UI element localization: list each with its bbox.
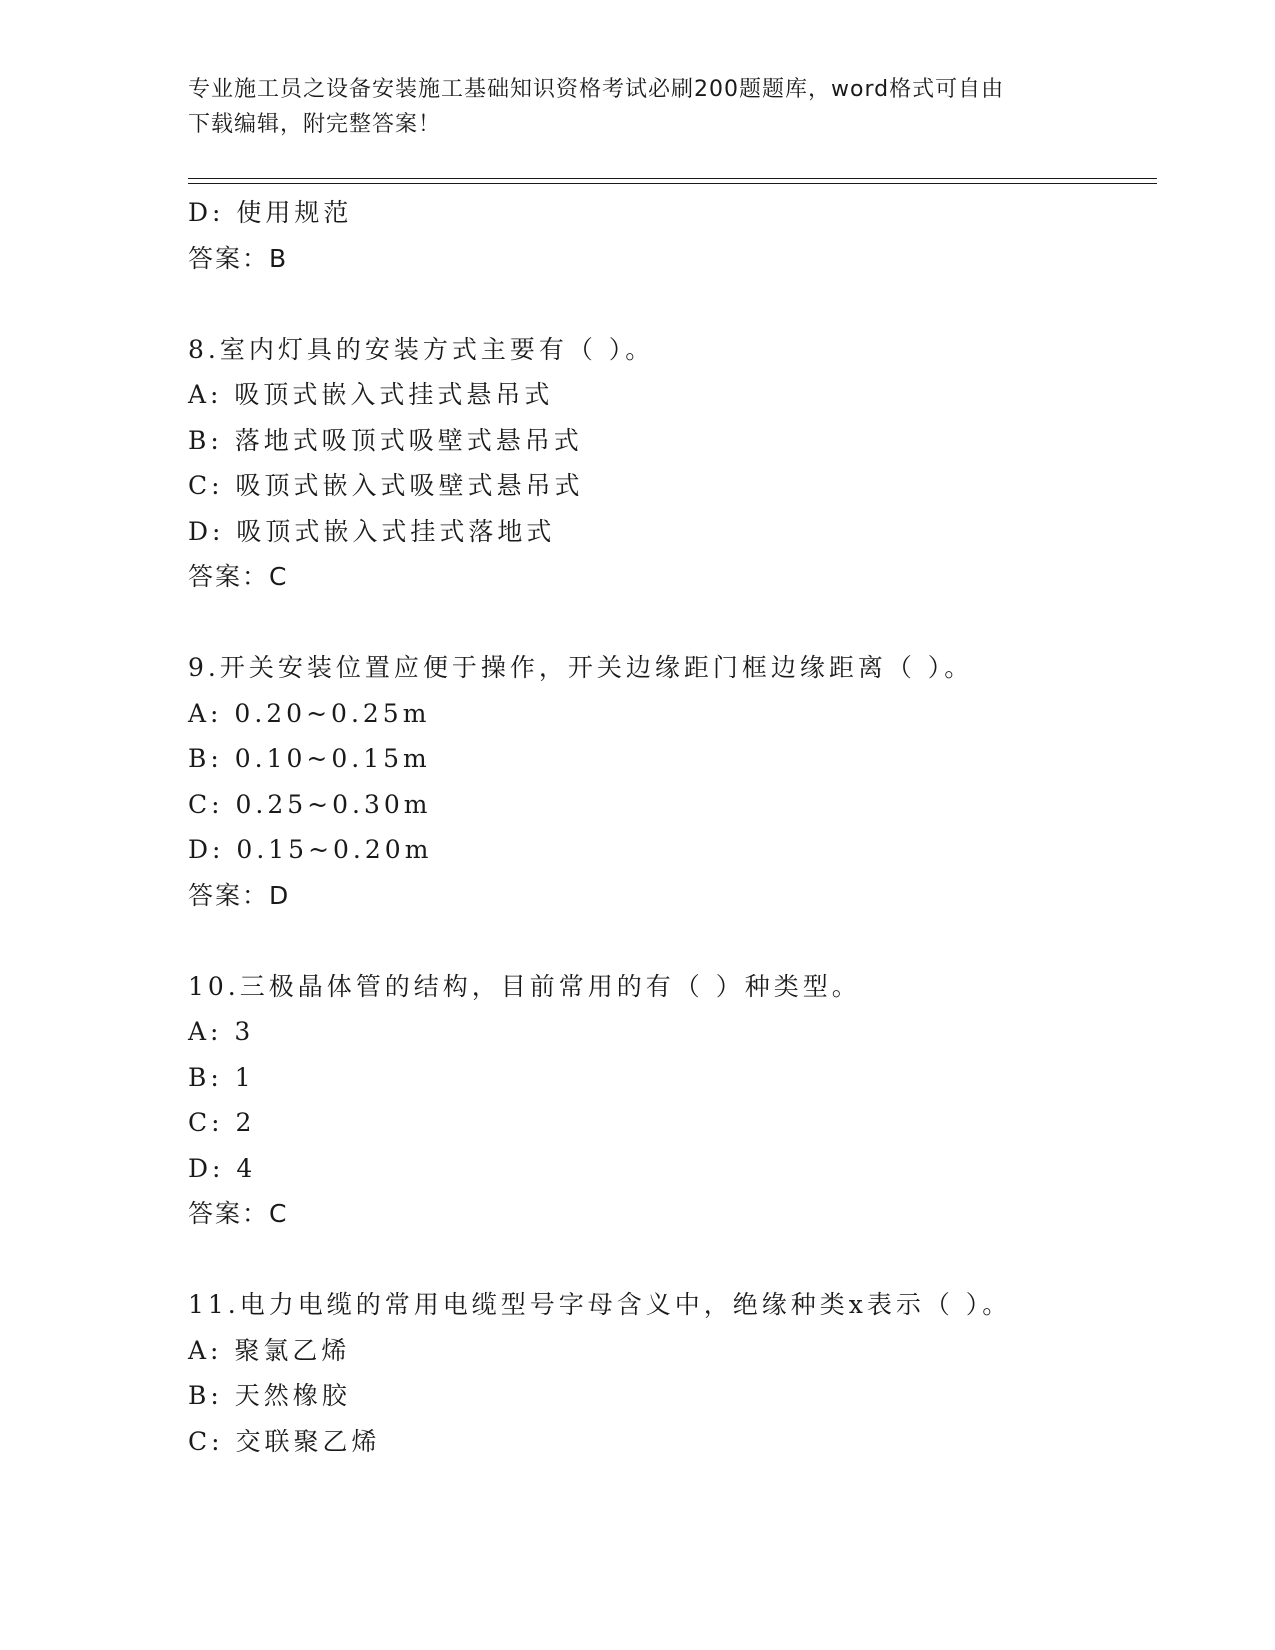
header-divider-bottom <box>188 183 1157 184</box>
header-title-line-2: 下载编辑，附完整答案！ <box>188 112 442 137</box>
option-c: C: 0.25~0.30m <box>188 789 432 819</box>
header-title-line-1: 专业施工员之设备安装施工基础知识资格考试必刷200题题库，word格式可自由 <box>188 77 1005 102</box>
option-a: A: 3 <box>188 1017 255 1046</box>
option-a: A: 0.20~0.25m <box>188 698 431 728</box>
answer-line: 答案：C <box>188 562 289 591</box>
option-c: C: 2 <box>188 1108 256 1137</box>
option-d: D: 使用规范 <box>188 198 353 227</box>
answer-line: 答案：D <box>188 880 291 910</box>
question-stem: 9.开关安装位置应便于操作，开关边缘距门框边缘距离（ ）。 <box>188 653 974 682</box>
option-d: D: 0.15~0.20m <box>188 835 433 864</box>
question-10 <box>188 964 1157 1237</box>
option-d: D: 4 <box>188 1153 257 1183</box>
option-d: D: 吸顶式嵌入式挂式落地式 <box>188 516 556 546</box>
header-divider-top <box>188 178 1157 179</box>
option-a: A: 聚氯乙烯 <box>188 1335 351 1365</box>
question-list <box>188 190 1157 1464</box>
option-c: C: 交联聚乙烯 <box>188 1426 381 1456</box>
document-header <box>188 72 1068 142</box>
option-b: B: 1 <box>188 1062 255 1092</box>
question-8 <box>188 327 1157 600</box>
question-stem: 10.三极晶体管的结构，目前常用的有（ ）种类型。 <box>188 971 861 1001</box>
question-11 <box>188 1282 1157 1464</box>
answer-line: 答案：B <box>188 243 289 273</box>
question-9 <box>188 645 1157 918</box>
previous-question-tail <box>188 190 1157 281</box>
answer-line: 答案：C <box>188 1199 289 1228</box>
option-a: A: 吸顶式嵌入式挂式悬吊式 <box>188 380 554 409</box>
question-stem: 8.室内灯具的安装方式主要有（ ）。 <box>188 334 655 364</box>
option-b: B: 落地式吸顶式吸壁式悬吊式 <box>188 425 583 455</box>
question-stem: 11.电力电缆的常用电缆型号字母含义中，绝缘种类x表示（ ）。 <box>188 1290 1012 1319</box>
option-b: B: 0.10~0.15m <box>188 744 431 773</box>
option-c: C: 吸顶式嵌入式吸壁式悬吊式 <box>188 471 584 500</box>
option-b: B: 天然橡胶 <box>188 1381 351 1410</box>
